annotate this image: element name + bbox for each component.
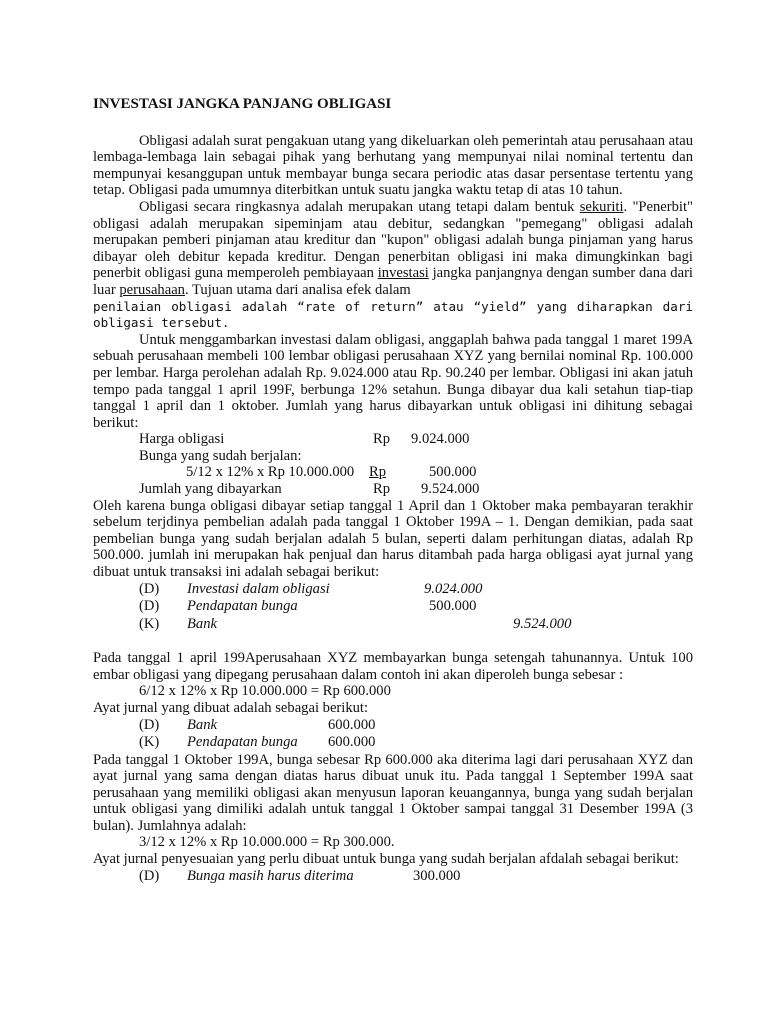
journal-debit: 9.024.000 — [424, 580, 483, 597]
journal-debit: 500.000 — [429, 598, 477, 615]
calc-value: 9.524.000 — [421, 481, 480, 498]
calc-currency: Rp — [373, 431, 391, 448]
link-investasi[interactable]: investasi — [377, 265, 429, 282]
journal-code: (D) — [139, 580, 160, 597]
paragraph-journal-intro: Ayat jurnal yang dibuat adalah sebagai berikut: — [93, 699, 369, 716]
journal-account: Bank — [187, 716, 217, 733]
journal-entry-row — [93, 598, 693, 616]
journal-entry-row — [93, 734, 693, 752]
paragraph-example: Untuk menggambarkan investasi dalam obligasi, anggaplah bahwa pada tanggal 1 maret 199A sebuah perusahaan membeli 100 lembar obligasi perusahaan XYZ yang bernilai nominal Rp. 100.000 per lembar. Harga perolehan adalah Rp. 9.024.000 atau Rp. 90.240 per lembar. Obligasi ini akan jatuh tempo pada tanggal 1 april 199F, berbunga 12% setahun. Bunga dibayar dua kali setahun tiap-tiap tanggal 1 april dan 1 oktober. Jumlah yang harus dibayarkan untuk obligasi ini dihitung sebagai berikut: — [93, 331, 693, 431]
paragraph-summary: Obligasi secara ringkasnya adalah merupakan utang tetapi dalam bentuk sekuriti. "Penerbit" obligasi adalah merupakan sipeminjam atau debitur, sedangkan "pemegang" obligasi adalah merupakan pemberi pinjaman atau kreditur dan "kupon" obligasi adalah bunga pinjaman yang harus dibayar oleh debitur kepada kreditur. Dengan penerbitan obligasi ini maka dimungkinkan bagi penerbit obligasi guna memperoleh pembiayaan investasi jangka panjangnya dengan sumber dana dari luar perusahaan. Tujuan utama dari analisa efek dalam — [93, 198, 693, 298]
document-title: INVESTASI JANGKA PANJANG OBLIGASI — [93, 96, 392, 112]
calc-row-jumlah — [93, 481, 693, 498]
paragraph-explanation: Oleh karena bunga obligasi dibayar setiap tanggal 1 April dan 1 Oktober maka pembayaran terakhir sebelum terjdinya pembelian adalah pada tanggal 1 Oktober 199A – 1. Dengan demikian, pada saat pembelian bunga yang sudah berjalan adalah 5 bulan, seperti dalam perhitungan diatas, adalah Rp 500.000. jumlah ini merupakan hak penjual dan harus ditambah pada harga obligasi ayat jurnal yang dibuat untuk transaksi ini adalah sebagai berikut: — [93, 497, 693, 581]
paragraph-summary-tail: penilaian obligasi adalah “rate of return” atau “yield” yang diharapkan dari obligasi tersebut. — [93, 298, 693, 331]
calc-row-bunga-label — [93, 448, 693, 465]
calc-label: Harga obligasi — [139, 431, 225, 448]
paragraph-october: Pada tanggal 1 Oktober 199A, bunga sebesar Rp 600.000 aka diterima lagi dari perusahaan XYZ dan ayat jurnal yang sama dengan diatas harus dibuat unuk itu. Pada tanggal 1 September 199A saat perusahaan yang memiliki obligasi akan menyusun laporan keuangannya, bunga yang sudah berjalan untuk obligasi yang dimiliki adalah untuk tanggal 1 Oktober sampai tanggal 31 Desember 199A (3 bulan). Jumlahnya adalah: — [93, 751, 693, 834]
journal-account: Bank — [187, 615, 217, 632]
journal-code: (K) — [139, 734, 160, 750]
link-perusahaan[interactable]: perusahaan — [119, 281, 185, 298]
calc-row-bunga — [93, 464, 693, 481]
calc-currency: Rp — [373, 481, 391, 498]
calc-label: Jumlah yang dibayarkan — [139, 481, 282, 498]
calc-row-harga — [93, 431, 693, 448]
journal-account: Pendapatan bunga — [187, 734, 298, 750]
journal-entry-row — [93, 616, 693, 634]
link-sekuriti[interactable]: sekuriti — [579, 198, 624, 215]
journal-account: Investasi dalam obligasi — [187, 580, 330, 597]
journal-amount: 600.000 — [328, 716, 376, 733]
journal-code: (D) — [139, 716, 160, 733]
calc-formula: 5/12 x 12% x Rp 10.000.000 — [186, 464, 355, 481]
journal-account: Bunga masih harus diterima — [187, 867, 354, 884]
journal-entry-row — [93, 581, 693, 599]
journal-account: Pendapatan bunga — [187, 598, 298, 615]
calc-label: Bunga yang sudah berjalan: — [139, 447, 302, 464]
journal-code: (D) — [139, 867, 160, 884]
formula-line — [93, 683, 693, 700]
journal-code: (K) — [139, 615, 160, 632]
formula-line — [93, 834, 693, 851]
calc-value: 9.024.000 — [411, 431, 470, 448]
formula-text: 6/12 x 12% x Rp 10.000.000 = Rp 600.000 — [139, 683, 391, 700]
paragraph-adjustment: Ayat jurnal penyesuaian yang perlu dibuat untuk bunga yang sudah berjalan afdalah sebagai berikut: — [93, 851, 679, 868]
journal-entry-row — [93, 717, 693, 735]
journal-credit: 9.524.000 — [513, 615, 572, 632]
formula-text: 3/12 x 12% x Rp 10.000.000 = Rp 300.000. — [139, 834, 395, 851]
journal-amount: 300.000 — [413, 867, 461, 884]
calc-currency: Rp — [369, 464, 387, 481]
paragraph-interest-payment: Pada tanggal 1 april 199Aperusahaan XYZ membayarkan bunga setengah tahunannya. Untuk 100 embar obligasi yang dipegang perusahaan dalam contoh ini akan diperoleh bunga sebesar : — [93, 650, 693, 683]
journal-code: (D) — [139, 598, 160, 615]
calc-value: 500.000 — [429, 464, 477, 481]
document-page — [93, 96, 693, 885]
journal-amount: 600.000 — [328, 734, 376, 750]
paragraph-definition: Obligasi adalah surat pengakuan utang yang dikeluarkan oleh pemerintah atau perusahaan atau lembaga-lembaga lain sebagai pihak yang berhutang yang mempunyai nilai nominal tertentu dan mempunyai kesanggupan untuk membayar bunga secara periodic atas dasar persentase tertentu yang tetap. Obligasi pada umumnya diterbitkan untuk suatu jangka waktu tetap di atas 10 tahun. — [93, 132, 693, 199]
journal-entry-row — [93, 868, 693, 886]
